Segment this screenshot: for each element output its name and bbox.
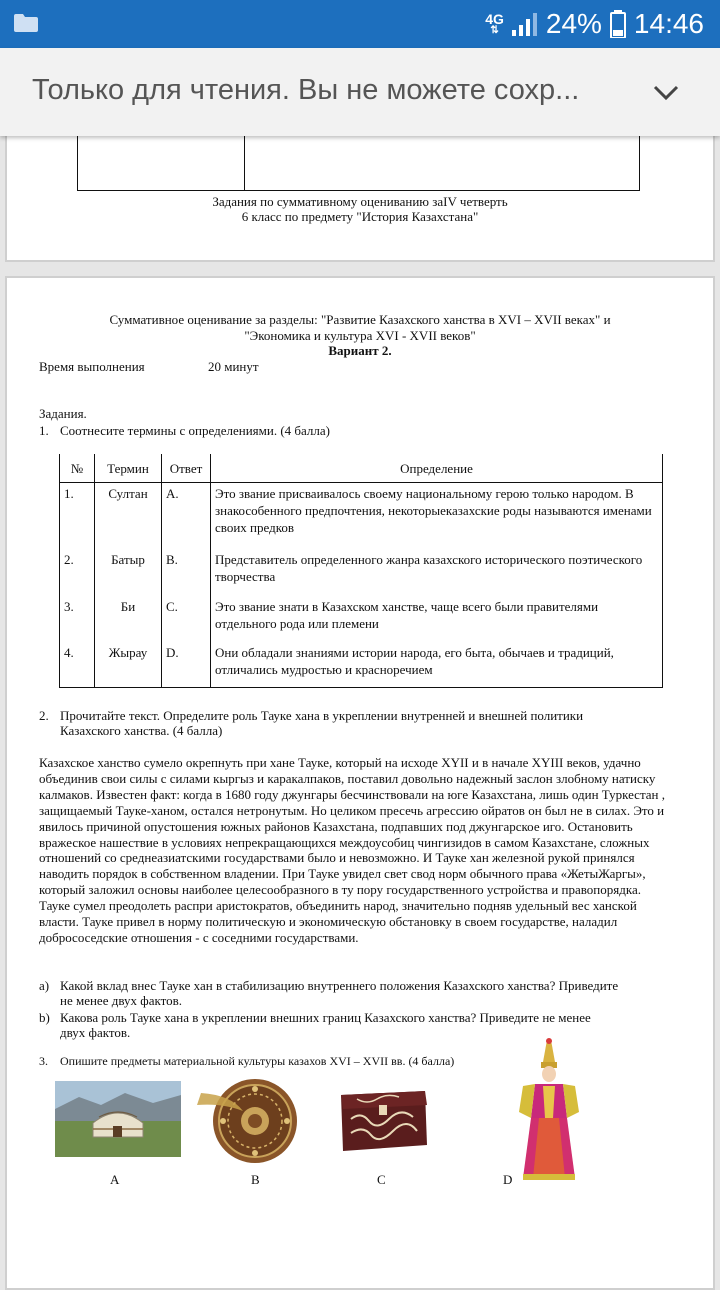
page1-caption-line2: 6 класс по предмету "История Казахстана" [241,209,479,224]
header-term: Термин [95,454,162,483]
row-term: Жырау [95,642,162,688]
row-definition: Это звание знати в Казахском ханстве, чаще всего были правителями отдельного рода или племени [211,596,663,642]
document-page-2 [5,276,715,1290]
table-row [60,483,663,549]
header-definition: Определение [211,454,663,483]
image-label-c: C [377,1172,386,1187]
row-definition: Представитель определенного жанра казахского исторического поэтического творчества [211,549,663,596]
network-type: 4G [485,11,504,27]
time-label: Время выполнения [39,359,145,374]
question-a-line1: Какой вклад внес Тауке хан в стабилизацию внутреннего положения Казахского ханства? Приведите [60,978,619,993]
question-b-line1: Какова роль Тауке хана в укреплении внешних границ Казахского ханства? Приведите не менее [60,1010,591,1025]
read-only-message: Только для чтения. Вы не можете сохр... [32,74,580,106]
folder-icon [14,14,38,32]
variant-label: Вариант 2. [328,343,392,358]
network-indicator: 4G ⇅ [485,11,504,36]
question-b-line2: двух фактов. [60,1025,131,1040]
yurt-image [55,1081,181,1157]
table-row [60,642,663,688]
battery-icon [610,10,626,38]
tasks-label: Задания. [39,406,87,421]
table-row [60,549,663,596]
row-definition: Это звание присваивалось своему национальному герою только народом. В знакособенного предпочтения, некоторыеказахские роды называются именами своих предков [211,483,663,549]
row-answer: C. [162,596,211,642]
document-page-1 [5,120,715,262]
row-term: Би [95,596,162,642]
task2-number: 2. [39,708,49,723]
task2-line2: Казахского ханства. (4 балла) [60,723,223,738]
row-answer: D. [162,642,211,688]
chest-image [337,1075,431,1167]
task2-line1: Прочитайте текст. Определите роль Тауке хана в укреплении внутренней и внешней политики [60,708,584,723]
header-answer: Ответ [162,454,211,483]
terms-table [59,454,663,688]
row-term: Батыр [95,549,162,596]
image-label-a: A [110,1172,120,1187]
row-answer: A. [162,483,211,549]
shield-image [193,1075,317,1167]
signal-icon [512,12,538,36]
costume-image [517,1038,581,1184]
read-only-bar[interactable] [0,48,720,136]
question-a-letter: a) [39,978,50,993]
time-value: 20 минут [208,359,259,374]
title-line1: Суммативное оценивание за разделы: "Развитие Казахского ханства в XVI – XVII веках" и [109,312,611,327]
row-answer: B. [162,549,211,596]
row-definition: Они обладали знаниями истории народа, его быта, обычаев и традиций, отличались мудростью и красноречием [211,642,663,688]
row-number: 1. [60,483,95,549]
title-line2: "Экономика и культура XVI - XVII веков" [244,328,476,343]
reading-passage: Казахское ханство сумело окрепнуть при хане Тауке, который на исходе XYII и в начале XYIII веков, удачно объединив свои силы с силами кыргыз и каракалпаков, поставил довольно надежный заслон злобному натиску калмаков. Известен факт: когда в 1680 году джунгары бесчинствовали на юге Казахстана, лишь один Туркестан , защищаемый Тауке-ханом, остался нетронутым. Но целиком пресечь агрессию ойратов он был не в силах. Это и явилось причиной опустошения южных районов Казахстана, подпавших под джунгарское иго. Остановить вражеское нашествие в условиях непрекращающихся междоусобиц чингизидов в самом Казахстане, сложных отношений со среднеазиатскими государствами было и невозможно. И Тауке хан железной рукой принялся наводить порядок в собственном владении. При Тауке увидел свет свод норм обычного права «ЖетыЖаргы», который заложил основы наиболее целесообразного в ту пору государственного устройства и правопорядка. Тауке сумел преодолеть распри аристократов, объединить народ, значительно подняв удельный вес ханской власти. Тауке привел в норму политическую и экономическую обстановку в своем государстве, наладил добрососедские отношения - с соседними государствами. [39,755,666,945]
table-row [60,596,663,642]
chevron-down-icon[interactable] [652,78,680,106]
row-term: Султан [95,483,162,549]
table-header-row [60,454,663,483]
page1-caption-line1: Задания по суммативному оцениванию заIV четверть [212,194,508,209]
row-number: 3. [60,596,95,642]
header-number: № [60,454,95,483]
question-a-line2: не менее двух фактов. [60,993,183,1008]
task1-text: Соотнесите термины с определениями. (4 балла) [60,423,330,438]
clock: 14:46 [633,8,704,39]
task3-number: 3. [39,1054,48,1068]
question-b-letter: b) [39,1010,50,1025]
battery-percent: 24% [545,8,602,39]
row-number: 2. [60,549,95,596]
row-number: 4. [60,642,95,688]
task1-number: 1. [39,423,49,438]
status-bar [0,0,720,48]
image-label-d: D [503,1172,513,1187]
image-label-b: B [251,1172,260,1187]
task3-text: Опишите предметы материальной культуры казахов XVI – XVII вв. (4 балла) [60,1054,455,1068]
